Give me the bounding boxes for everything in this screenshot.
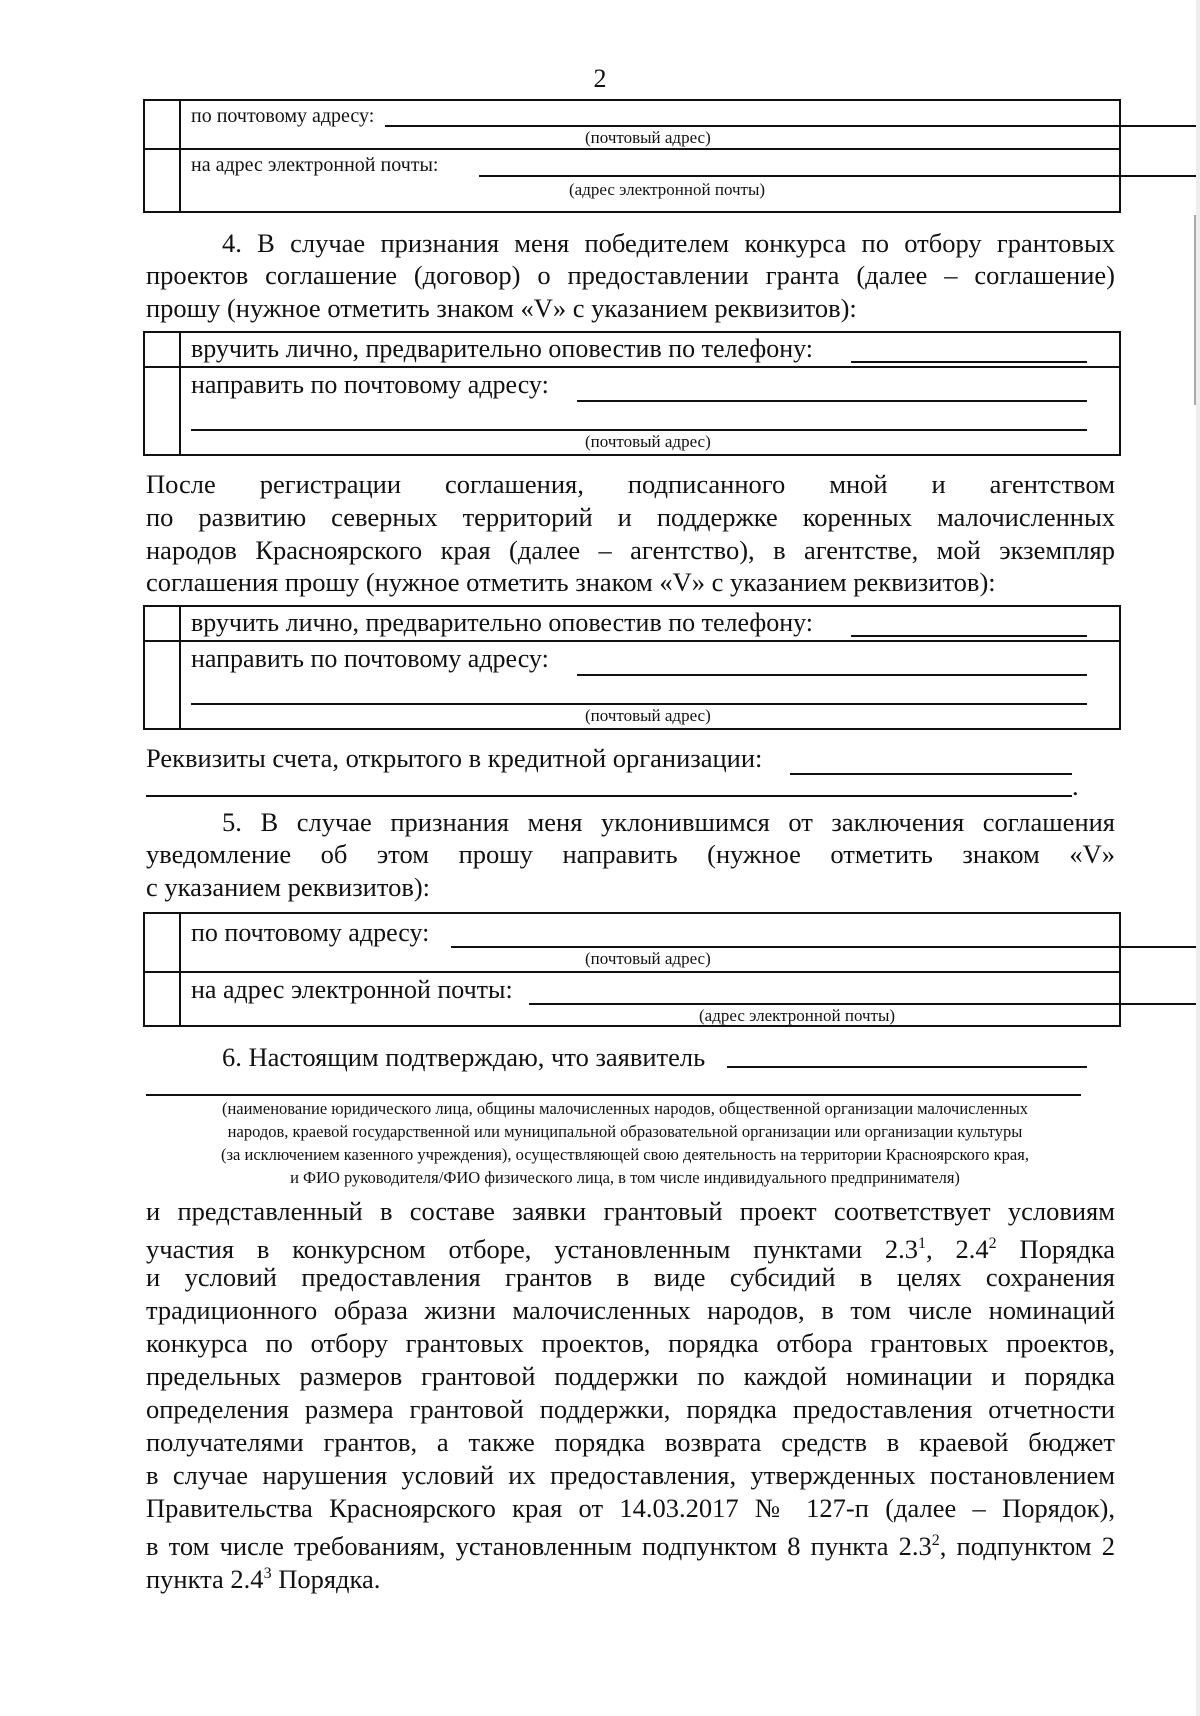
evasion-email-caption: (адрес электронной почты)	[699, 1006, 896, 1025]
evasion-email-field[interactable]	[529, 1003, 1200, 1005]
copy-hand-delivery-row	[145, 607, 1119, 640]
body-line-7: определения размера грантовой поддержки, порядка предоставления отчетности	[146, 1394, 1115, 1424]
applicant-caption-line-1: (наименование юридического лица, общины малочисленных народов, общественной организации малочисленных	[221, 1099, 1029, 1118]
evasion-email-label: на адрес электронной почты:	[191, 975, 513, 1004]
postal-address-field[interactable]	[385, 125, 1200, 127]
evasion-postal-label: по почтовому адресу:	[191, 918, 430, 947]
postal-address-checkbox[interactable]	[145, 101, 181, 148]
applicant-name-field-line-2[interactable]	[146, 1094, 1081, 1096]
scan-edge-shadow	[1196, 0, 1200, 1716]
delivery-options-table-1	[143, 99, 1121, 213]
copy-phone-field[interactable]	[851, 635, 1087, 637]
body-line-9: в случае нарушения условий их предоставления, утвержденных постановлением	[146, 1460, 1115, 1490]
hand-delivery-label: вручить лично, предварительно оповестив по телефону:	[191, 334, 814, 363]
hand-delivery-checkbox[interactable]	[145, 333, 181, 366]
body-line-12: пункта $2.4^3$ Порядка.	[146, 1563, 381, 1594]
postal-delivery-caption: (почтовый адрес)	[585, 432, 711, 451]
after-registration-line-3: народов Красноярского края (далее – агентство), в агентстве, мой экземпляр	[146, 535, 1115, 565]
copy-postal-delivery-label: направить по почтовому адресу:	[191, 644, 549, 673]
after-registration-line-2: по развитию северных территорий и поддержке коренных малочисленных	[146, 502, 1115, 532]
section6-intro: 6. Настоящим подтверждаю, что заявитель	[222, 1042, 706, 1072]
scan-edge-mark	[1194, 215, 1196, 405]
body-line-6: предельных размеров грантовой поддержки по каждой номинации и порядка	[146, 1361, 1115, 1391]
postal-delivery-field-line-2[interactable]	[191, 429, 1087, 431]
email-label: на адрес электронной почты:	[191, 154, 439, 176]
copy-postal-delivery-caption: (почтовый адрес)	[585, 706, 711, 725]
applicant-caption-line-2: народов, краевой государственной или муниципальной образовательной организации или организации культуры	[227, 1122, 1023, 1141]
phone-field[interactable]	[851, 361, 1087, 363]
hand-delivery-row	[145, 333, 1119, 366]
evasion-postal-caption: (почтовый адрес)	[585, 949, 711, 968]
evasion-postal-checkbox[interactable]	[145, 914, 181, 971]
postal-delivery-field[interactable]	[577, 400, 1087, 402]
copy-postal-delivery-row	[145, 640, 1119, 728]
postal-address-caption: (почтовый адрес)	[585, 128, 711, 147]
body-line-3: и условий предоставления грантов в виде субсидий в целях сохранения	[146, 1262, 1115, 1292]
email-checkbox[interactable]	[145, 150, 181, 211]
section5-line-3: с указанием реквизитов):	[146, 872, 431, 902]
body-line-4: традиционного образа жизни малочисленных народов, в том числе номинаций	[146, 1295, 1115, 1325]
copy-postal-delivery-field-line-2[interactable]	[191, 703, 1087, 705]
section4-line-1: 4. В случае признания меня победителем конкурса по отбору грантовых	[222, 228, 1115, 258]
agreement-delivery-table	[143, 331, 1121, 456]
postal-address-row	[145, 101, 1119, 148]
evasion-postal-field[interactable]	[451, 946, 1200, 948]
email-field[interactable]	[479, 175, 1200, 177]
applicant-name-field[interactable]	[727, 1066, 1087, 1068]
evasion-postal-row	[145, 914, 1119, 971]
bank-details-field[interactable]	[790, 773, 1072, 775]
copy-postal-delivery-checkbox[interactable]	[145, 642, 181, 728]
applicant-caption-line-4: и ФИО руководителя/ФИО физического лица, в том числе индивидуального предпринимателя)	[290, 1168, 960, 1187]
copy-hand-delivery-checkbox[interactable]	[145, 607, 181, 640]
postal-delivery-row	[145, 366, 1119, 454]
body-line-8: получателями грантов, а также порядка возврата средств в краевой бюджет	[146, 1427, 1115, 1457]
postal-address-label: по почтовому адресу:	[191, 105, 375, 127]
bank-details-field-line-2[interactable]	[146, 795, 1072, 797]
copy-delivery-table	[143, 605, 1121, 730]
applicant-caption-line-3: (за исключением казенного учреждения), осуществляющей свою деятельность на территории Красноярского края,	[221, 1145, 1029, 1164]
section4-line-2: проектов соглашение (договор) о предоставлении гранта (далее – соглашение)	[146, 260, 1115, 290]
section5-line-2: уведомление об этом прошу направить (нужное отметить знаком «V»	[146, 839, 1115, 869]
body-line-5: конкурса по отбору грантовых проектов, порядка отбора грантовых проектов,	[146, 1328, 1115, 1358]
page-number: 2	[593, 64, 607, 93]
postal-delivery-label: направить по почтовому адресу:	[191, 370, 549, 399]
body-line-10: Правительства Красноярского края от 14.03.2017 № 127-п (далее – Порядок),	[146, 1493, 1115, 1523]
postal-delivery-checkbox[interactable]	[145, 368, 181, 454]
copy-hand-delivery-label: вручить лично, предварительно оповестив по телефону:	[191, 608, 814, 637]
evasion-notice-table	[143, 912, 1121, 1027]
section5-line-1: 5. В случае признания меня уклонившимся от заключения соглашения	[222, 807, 1115, 837]
body-line-2: участия в конкурсном отборе, установленным пунктами $2.3^1$, $2.4^2$ Порядка	[146, 1233, 1116, 1264]
email-caption: (адрес электронной почты)	[569, 180, 766, 199]
email-row	[145, 148, 1119, 211]
copy-postal-delivery-field[interactable]	[577, 674, 1087, 676]
body-line-1: и представленный в составе заявки грантовый проект соответствует условиям	[146, 1196, 1115, 1226]
evasion-email-checkbox[interactable]	[145, 973, 181, 1025]
after-registration-line-4: соглашения прошу (нужное отметить знаком «V» с указанием реквизитов):	[146, 567, 996, 597]
bank-details-label: Реквизиты счета, открытого в кредитной организации:	[146, 743, 763, 773]
after-registration-line-1: После регистрации соглашения, подписанного мной и агентством	[146, 469, 1115, 499]
bank-details-end-dot: .	[1072, 771, 1079, 801]
evasion-email-row	[145, 971, 1119, 1025]
body-line-11: в том числе требованиям, установленным подпунктом 8 пункта $2.3^2$, подпунктом 2	[146, 1530, 1115, 1561]
section4-line-3: прошу (нужное отметить знаком «V» с указанием реквизитов):	[146, 293, 857, 323]
